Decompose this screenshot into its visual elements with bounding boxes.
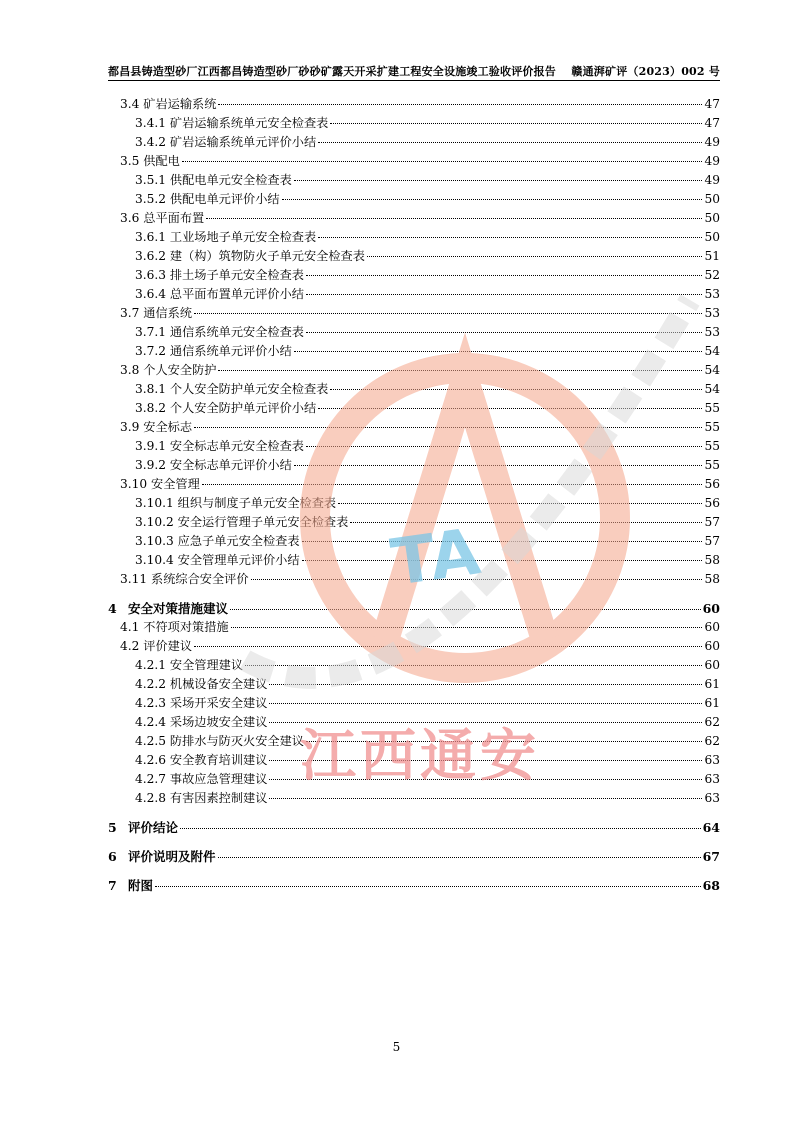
toc-entry-title: 4.2.1 安全管理建议 (135, 658, 244, 672)
toc-entry-page: 55 (704, 420, 720, 434)
toc-entry-page: 64 (702, 820, 720, 835)
toc-chapter-number: 4 (108, 601, 117, 616)
toc-entry[interactable] (108, 323, 720, 342)
toc-entry-title (108, 818, 178, 836)
toc-entry-page: 50 (704, 230, 720, 244)
toc-dot-leader (194, 427, 702, 428)
toc-entry-page: 53 (704, 287, 720, 301)
toc-entry-page: 50 (704, 192, 720, 206)
toc-entry-title: 3.8 个人安全防护 (120, 363, 217, 377)
toc-entry-page: 54 (704, 344, 720, 358)
toc-entry-title: 4.2.2 机械设备安全建议 (135, 677, 268, 691)
toc-entry-page: 63 (704, 791, 720, 805)
toc-entry-page: 52 (704, 268, 720, 282)
toc-entry[interactable] (108, 190, 720, 209)
toc-entry-title: 4.2.4 采场边坡安全建议 (135, 715, 268, 729)
toc-chapter-title: 安全对策措施建议 (128, 601, 229, 616)
toc-entry-page: 67 (702, 849, 720, 864)
toc-entry[interactable] (108, 285, 720, 304)
toc-entry-page: 60 (704, 620, 720, 634)
toc-entry-page: 47 (704, 116, 720, 130)
toc-dot-leader (230, 609, 701, 610)
toc-entry-page: 55 (704, 458, 720, 472)
toc-chapter-title: 附图 (128, 878, 154, 893)
toc-entry[interactable] (108, 247, 720, 266)
toc-entry-title: 3.5.1 供配电单元安全检查表 (135, 173, 292, 187)
table-of-contents (108, 95, 720, 895)
page-footer (0, 1040, 793, 1054)
toc-entry[interactable] (108, 876, 720, 895)
toc-dot-leader (330, 123, 702, 124)
toc-entry[interactable] (108, 675, 720, 694)
toc-dot-leader (282, 199, 703, 200)
toc-entry-title: 3.10.2 安全运行管理子单元安全检查表 (135, 515, 349, 529)
toc-entry-title: 3.9.2 安全标志单元评价小结 (135, 458, 292, 472)
toc-entry-page: 55 (704, 401, 720, 415)
toc-entry-page: 53 (704, 306, 720, 320)
toc-entry[interactable] (108, 304, 720, 323)
watermark-company-text: 江西通安 (300, 724, 540, 789)
header-title: 都昌县铸造型砂厂江西都昌铸造型砂厂砂砂矿露天开采扩建工程安全设施竣工验收评价报告 (108, 65, 556, 78)
toc-dot-leader (251, 579, 703, 580)
toc-entry[interactable] (108, 694, 720, 713)
toc-dot-leader (269, 703, 702, 704)
toc-entry-page: 55 (704, 439, 720, 453)
toc-entry[interactable] (108, 818, 720, 837)
toc-entry-title (108, 876, 153, 894)
toc-dot-leader (231, 627, 703, 628)
toc-entry[interactable] (108, 437, 720, 456)
toc-spacer (108, 866, 720, 876)
toc-dot-leader (302, 541, 703, 542)
toc-entry-title: 3.10.1 组织与制度子单元安全检查表 (135, 496, 337, 510)
toc-entry-title: 3.7.2 通信系统单元评价小结 (135, 344, 292, 358)
toc-entry-page: 53 (704, 325, 720, 339)
toc-entry-title: 3.4.1 矿岩运输系统单元安全检查表 (135, 116, 329, 130)
toc-entry-title: 3.4.2 矿岩运输系统单元评价小结 (135, 135, 317, 149)
toc-entry[interactable] (108, 732, 720, 751)
toc-dot-leader (306, 741, 703, 742)
toc-entry-page: 54 (704, 363, 720, 377)
watermark-logo-letters: TA (386, 515, 485, 601)
toc-entry[interactable] (108, 637, 720, 656)
toc-dot-leader (318, 408, 702, 409)
toc-spacer (108, 589, 720, 599)
toc-dot-leader (306, 275, 703, 276)
toc-dot-leader (294, 180, 703, 181)
toc-entry-title: 3.4 矿岩运输系统 (120, 97, 217, 111)
toc-dot-leader (218, 370, 702, 371)
toc-spacer (108, 837, 720, 847)
toc-entry-page: 61 (704, 677, 720, 691)
toc-entry-title: 3.6.4 总平面布置单元评价小结 (135, 287, 304, 301)
toc-entry-title: 4.2.3 采场开采安全建议 (135, 696, 268, 710)
toc-entry-title: 3.8.1 个人安全防护单元安全检查表 (135, 382, 329, 396)
toc-entry-title: 3.9 安全标志 (120, 420, 193, 434)
toc-entry[interactable] (108, 475, 720, 494)
toc-entry-page: 58 (704, 553, 720, 567)
toc-entry-title: 3.5 供配电 (120, 154, 180, 168)
toc-entry[interactable] (108, 494, 720, 513)
toc-entry-title: 3.6.1 工业场地子单元安全检查表 (135, 230, 317, 244)
toc-entry-page: 57 (704, 534, 720, 548)
toc-dot-leader (269, 779, 702, 780)
toc-chapter-title: 评价说明及附件 (128, 849, 216, 864)
toc-entry-page: 60 (702, 601, 720, 616)
toc-dot-leader (218, 857, 701, 858)
toc-entry-page: 50 (704, 211, 720, 225)
toc-entry-page: 60 (704, 658, 720, 672)
toc-dot-leader (245, 665, 702, 666)
toc-entry-page: 51 (704, 249, 720, 263)
toc-entry-title: 4.2.7 事故应急管理建议 (135, 772, 268, 786)
toc-dot-leader (194, 646, 702, 647)
toc-entry-title: 3.8.2 个人安全防护单元评价小结 (135, 401, 317, 415)
toc-entry-title: 3.7 通信系统 (120, 306, 193, 320)
toc-entry-title (108, 599, 228, 617)
toc-entry-title: 3.6 总平面布置 (120, 211, 205, 225)
toc-entry[interactable] (108, 551, 720, 570)
toc-dot-leader (302, 560, 703, 561)
toc-entry-page: 56 (704, 496, 720, 510)
toc-entry-page: 60 (704, 639, 720, 653)
toc-dot-leader (338, 503, 702, 504)
toc-chapter-title: 评价结论 (128, 820, 179, 835)
toc-entry[interactable] (108, 399, 720, 418)
toc-entry-title: 3.11 系统综合安全评价 (120, 572, 249, 586)
toc-dot-leader (306, 332, 703, 333)
toc-dot-leader (294, 465, 703, 466)
toc-dot-leader (269, 798, 702, 799)
toc-dot-leader (318, 237, 702, 238)
toc-dot-leader (330, 389, 702, 390)
toc-entry-page: 62 (704, 715, 720, 729)
header-doc-number: 赣通湃矿评（2023）002 号 (571, 65, 720, 78)
toc-entry-page: 49 (704, 135, 720, 149)
toc-dot-leader (269, 722, 702, 723)
toc-entry[interactable] (108, 114, 720, 133)
toc-entry-title: 3.10.4 安全管理单元评价小结 (135, 553, 300, 567)
toc-entry-title: 3.6.2 建（构）筑物防火子单元安全检查表 (135, 249, 365, 263)
toc-entry-title: 4.2.8 有害因素控制建议 (135, 791, 268, 805)
toc-dot-leader (180, 828, 701, 829)
page-number: 5 (392, 1040, 401, 1054)
toc-entry[interactable] (108, 266, 720, 285)
toc-entry[interactable] (108, 171, 720, 190)
toc-entry-title: 4.2 评价建议 (120, 639, 193, 653)
toc-entry[interactable] (108, 361, 720, 380)
toc-entry-title: 4.1 不符项对策措施 (120, 620, 229, 634)
toc-entry-title: 3.10 安全管理 (120, 477, 200, 491)
toc-dot-leader (194, 313, 702, 314)
toc-dot-leader (350, 522, 702, 523)
toc-entry[interactable] (108, 656, 720, 675)
toc-dot-leader (206, 218, 702, 219)
toc-entry[interactable] (108, 713, 720, 732)
toc-entry[interactable] (108, 133, 720, 152)
toc-entry-title: 3.6.3 排土场子单元安全检查表 (135, 268, 304, 282)
toc-entry[interactable] (108, 380, 720, 399)
toc-entry-page: 63 (704, 753, 720, 767)
toc-entry-page: 61 (704, 696, 720, 710)
toc-dot-leader (182, 161, 703, 162)
toc-entry-title: 3.9.1 安全标志单元安全检查表 (135, 439, 304, 453)
toc-entry[interactable] (108, 751, 720, 770)
toc-dot-leader (155, 886, 701, 887)
toc-entry[interactable] (108, 618, 720, 637)
toc-entry-page: 47 (704, 97, 720, 111)
toc-entry-page: 58 (704, 572, 720, 586)
toc-chapter-number: 7 (108, 878, 117, 893)
toc-chapter-number: 6 (108, 849, 117, 864)
toc-dot-leader (306, 446, 703, 447)
toc-entry-title (108, 847, 216, 865)
toc-dot-leader (202, 484, 703, 485)
toc-entry-title: 3.5.2 供配电单元评价小结 (135, 192, 280, 206)
toc-dot-leader (218, 104, 702, 105)
toc-entry-page: 62 (704, 734, 720, 748)
toc-entry[interactable] (108, 847, 720, 866)
toc-entry[interactable] (108, 418, 720, 437)
toc-entry[interactable] (108, 342, 720, 361)
toc-entry[interactable] (108, 570, 720, 589)
toc-dot-leader (367, 256, 703, 257)
toc-dot-leader (318, 142, 702, 143)
toc-entry[interactable] (108, 209, 720, 228)
toc-entry[interactable] (108, 228, 720, 247)
toc-entry-page: 68 (702, 878, 720, 893)
toc-entry[interactable] (108, 770, 720, 789)
toc-entry[interactable] (108, 456, 720, 475)
toc-dot-leader (294, 351, 703, 352)
toc-entry-title: 3.7.1 通信系统单元安全检查表 (135, 325, 304, 339)
toc-dot-leader (306, 294, 703, 295)
toc-entry-page: 57 (704, 515, 720, 529)
toc-spacer (108, 808, 720, 818)
toc-entry-page: 54 (704, 382, 720, 396)
toc-entry-page: 49 (704, 154, 720, 168)
toc-entry[interactable] (108, 789, 720, 808)
toc-chapter-number: 5 (108, 820, 117, 835)
toc-entry[interactable] (108, 513, 720, 532)
toc-entry[interactable] (108, 599, 720, 618)
page-header (108, 63, 720, 79)
toc-entry-page: 49 (704, 173, 720, 187)
toc-entry-page: 63 (704, 772, 720, 786)
toc-entry[interactable] (108, 532, 720, 551)
toc-entry-title: 3.10.3 应急子单元安全检查表 (135, 534, 300, 548)
toc-entry-page: 56 (704, 477, 720, 491)
header-rule (108, 80, 720, 81)
toc-entry-title: 4.2.6 安全教育培训建议 (135, 753, 268, 767)
toc-entry[interactable] (108, 152, 720, 171)
toc-entry-title: 4.2.5 防排水与防灭火安全建议 (135, 734, 304, 748)
toc-entry[interactable] (108, 95, 720, 114)
toc-dot-leader (269, 760, 702, 761)
toc-dot-leader (269, 684, 702, 685)
